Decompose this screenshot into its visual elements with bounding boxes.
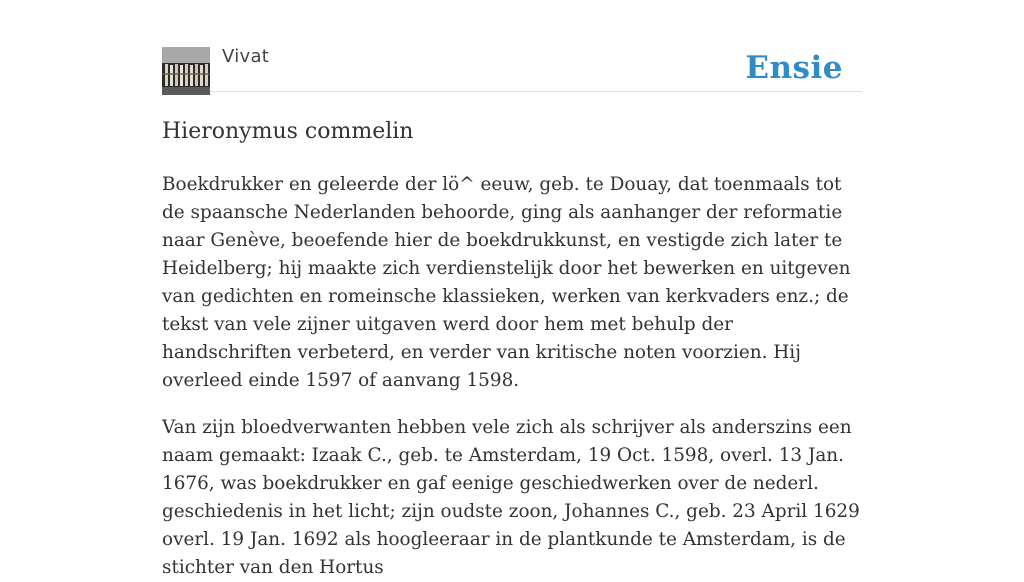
ensie-logo-link[interactable]: Ensie [745, 50, 843, 86]
books-avatar-icon [162, 47, 210, 95]
article-title: Hieronymus commelin [162, 119, 414, 144]
article-paragraph: Boekdrukker en geleerde der lö^ eeuw, geb. te Douay, dat toenmaals tot de spaansche Nederlanden behoorde, ging als aanhanger der reformatie naar Genève, beoefende hier de boekdrukkunst, en vestigde zich later te Heidelberg; hij maakte zich verdienstelijk door het bewerken en uitgeven van gedichten en romeinsche klassieken, werken van kerkvaders enz.; de tekst van vele zijner uitgaven werd door hem met behulp der handschriften verbeterd, en verder van kritische noten voorzien. Hij overleed einde 1597 of aanvang 1598. [162, 174, 851, 391]
article-page [162, 0, 862, 582]
source-header [162, 0, 862, 92]
source-avatar[interactable] [162, 47, 210, 95]
source-name[interactable]: Vivat [222, 46, 270, 67]
article-paragraph: Van zijn bloedverwanten hebben vele zich als schrijver als anderszins een naam gemaakt: Izaak C., geb. te Amsterdam, 19 Oct. 1598, overl. 13 Jan. 1676, was boekdrukker en gaf eenige geschiedwerken over de nederl. geschiedenis in het licht; zijn oudste zoon, Johannes C., geb. 23 April 1629 overl. 19 Jan. 1692 als hoogleeraar in de plantkunde te Amsterdam, is de stichter van den Hortus [162, 417, 860, 578]
